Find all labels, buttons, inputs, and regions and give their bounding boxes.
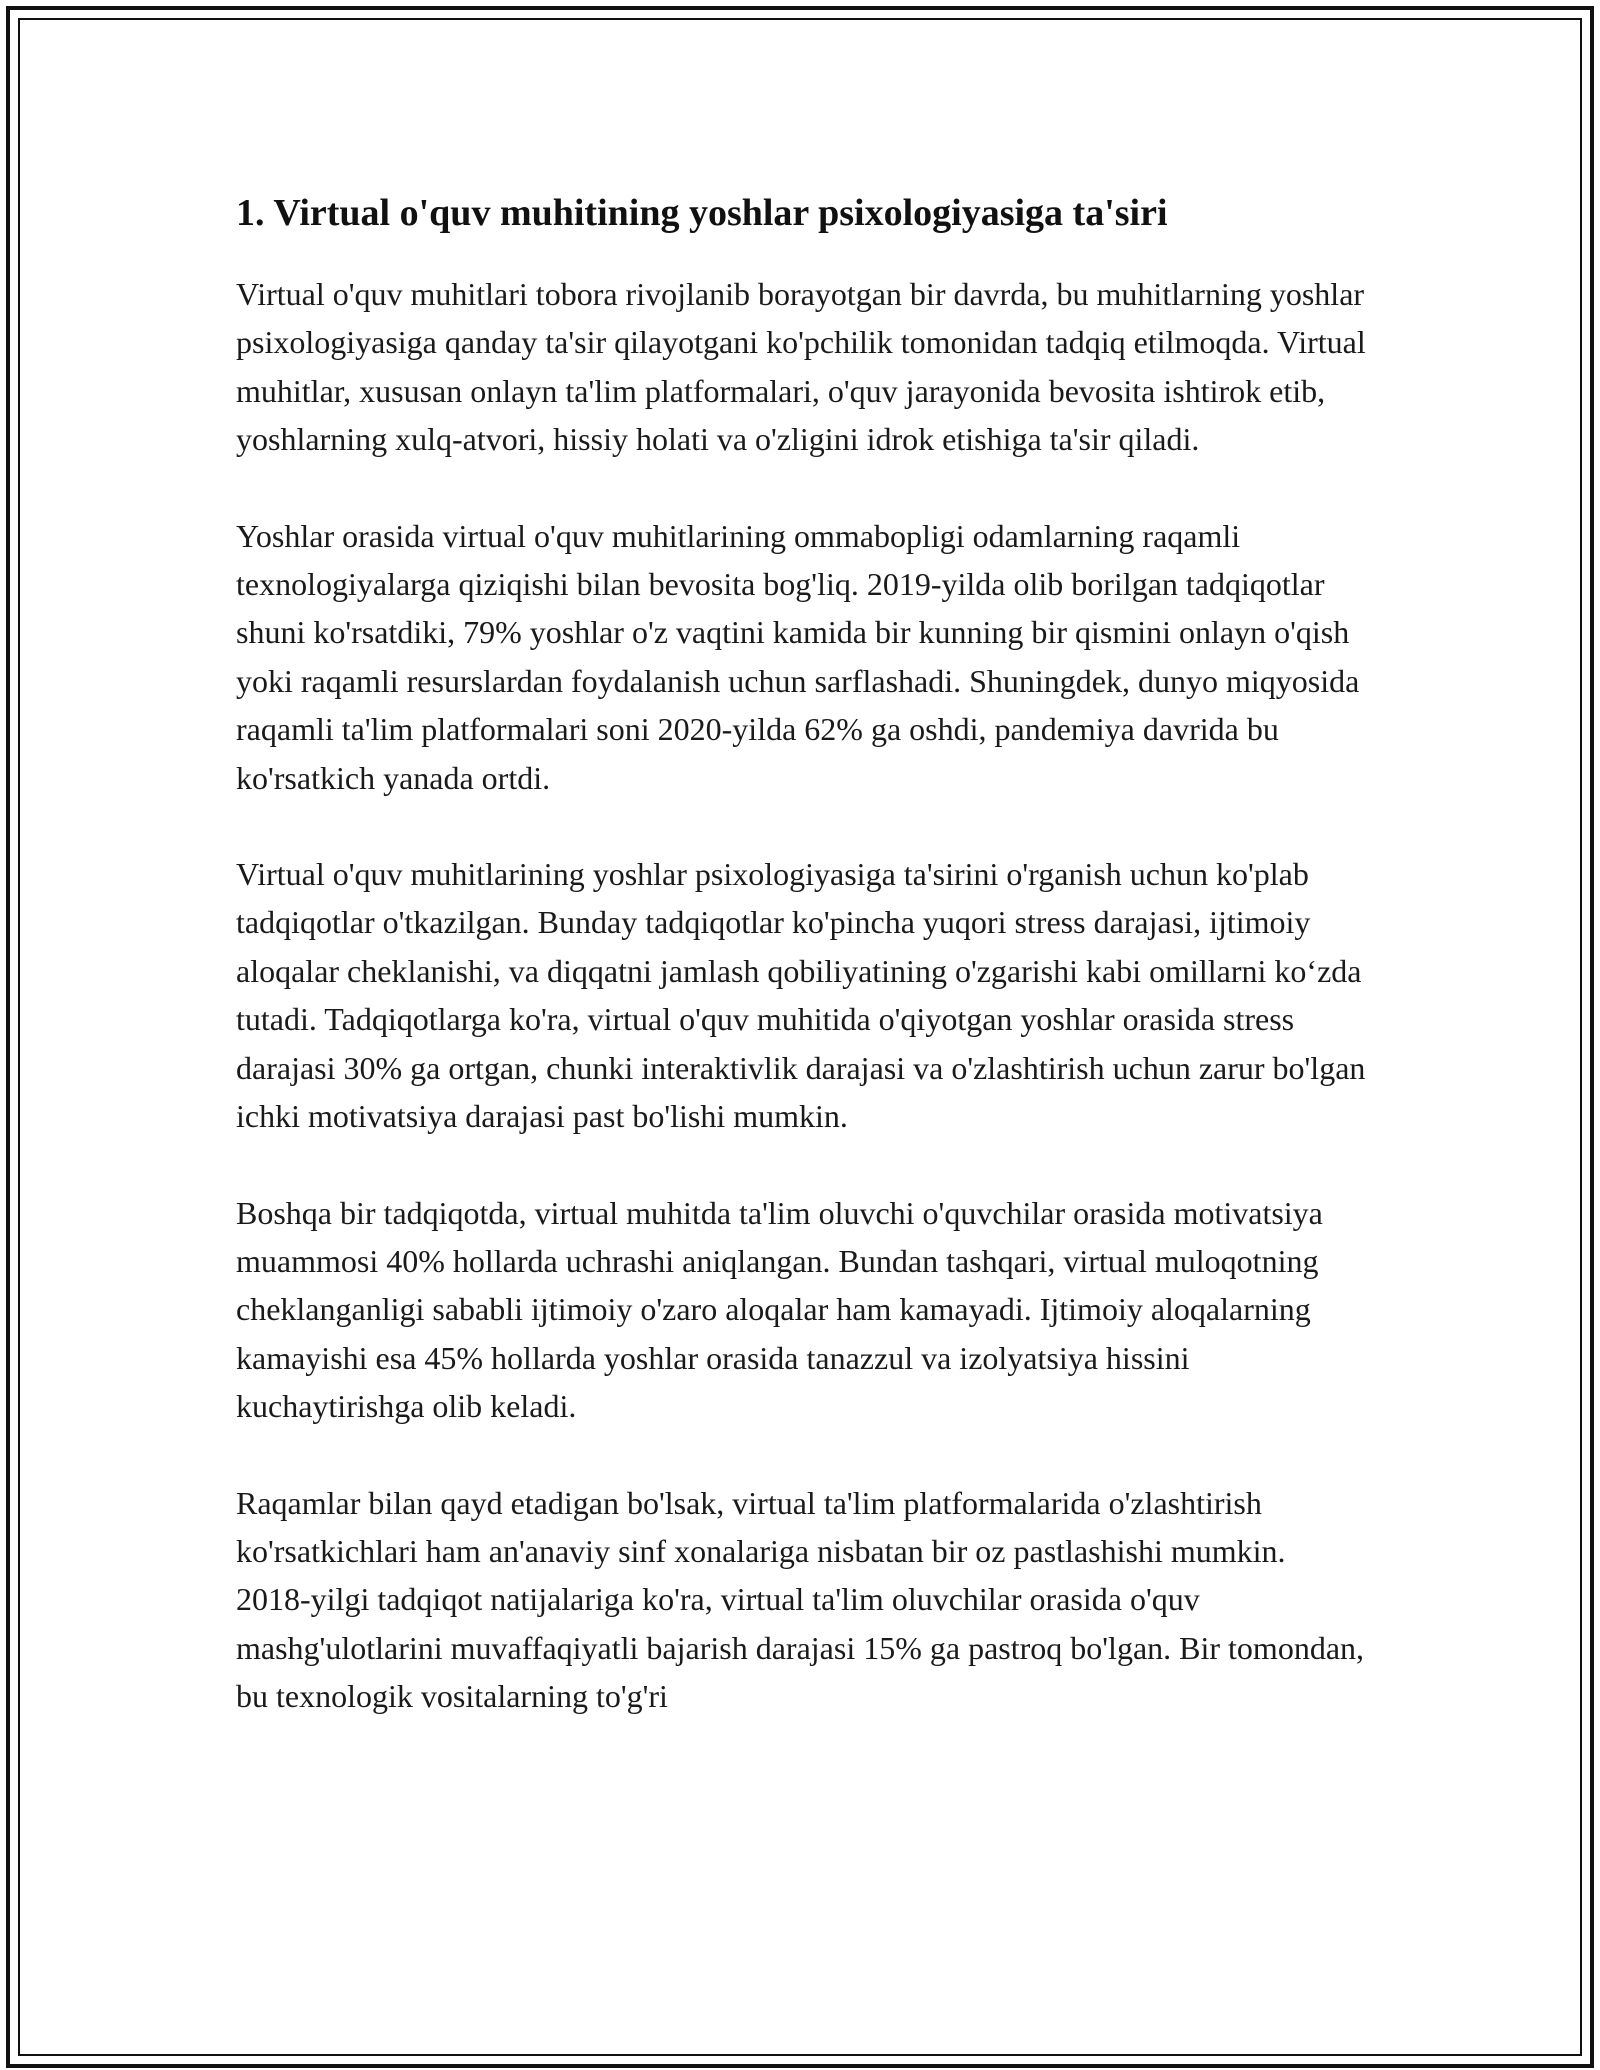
document-body xyxy=(236,188,1366,1769)
paragraph-3: Virtual o'quv muhitlarining yoshlar psixologiyasiga ta'sirini o'rganish uchun ko'plab tadqiqotlar o'tkazilgan. Bunday tadqiqotlar ko'pincha yuqori stress darajasi, ijtimoiy aloqalar cheklanishi, va diqqatni jamlash qobiliyatining o'zgarishi kabi omillarni ko‘zda tutadi. Tadqiqotlarga ko'ra, virtual o'quv muhitida o'qiyotgan yoshlar orasida stress darajasi 30% ga ortgan, chunki interaktivlik darajasi va o'zlashtirish uchun zarur bo'lgan ichki motivatsiya darajasi past bo'lishi mumkin. xyxy=(236,856,1366,1135)
paragraph-4: Boshqa bir tadqiqotda, virtual muhitda ta'lim oluvchi o'quvchilar orasida motivatsiya muammosi 40% hollarda uchrashi aniqlangan. Bundan tashqari, virtual muloqotning cheklanganligi sababli ijtimoiy o'zaro aloqalar ham kamayadi. Ijtimoiy aloqalarning kamayishi esa 45% hollarda yoshlar orasida tanazzul va izolyatsiya hissini kuchaytirishga olib keladi. xyxy=(236,1194,1323,1425)
section-heading: 1. Virtual o'quv muhitining yoshlar psixologiyasiga ta'siri xyxy=(236,192,1168,234)
paragraph-2: Yoshlar orasida virtual o'quv muhitlarining ommabopligi odamlarning raqamli texnologiyalarga qiziqishi bilan bevosita bog'liq. 2019-yilda olib borilgan tadqiqotlar shuni ko'rsatdiki, 79% yoshlar o'z vaqtini kamida bir kunning bir qismini onlayn o'qish yoki raqamli resurslardan foydalanish uchun sarflashadi. Shuningdek, dunyo miqyosida raqamli ta'lim platformalari soni 2020-yilda 62% ga oshdi, pandemiya davrida bu ko'rsatkich yanada ortdi. xyxy=(236,517,1360,796)
paragraph-1: Virtual o'quv muhitlari tobora rivojlanib borayotgan bir davrda, bu muhitlarning yoshlar psixologiyasiga qanday ta'sir qilayotgani ko'pchilik tomonidan tadqiq etilmoqda. Virtual muhitlar, xususan onlayn ta'lim platformalari, o'quv jarayonida bevosita ishtirok etib, yoshlarning xulq-atvori, hissiy holati va o'zligini idrok etishiga ta'sir qiladi. xyxy=(236,276,1366,458)
paragraph-5: Raqamlar bilan qayd etadigan bo'lsak, virtual ta'lim platformalarida o'zlashtirish ko'rsatkichlari ham an'anaviy sinf xonalariga nisbatan bir oz pastlashishi mumkin. 2018-yilgi tadqiqot natijalariga ko'ra, virtual ta'lim oluvchilar orasida o'quv mashg'ulotlarini muvaffaqiyatli bajarish darajasi 15% ga pastroq bo'lgan. Bir tomondan, bu texnologik vositalarning to'g'ri xyxy=(236,1484,1365,1715)
